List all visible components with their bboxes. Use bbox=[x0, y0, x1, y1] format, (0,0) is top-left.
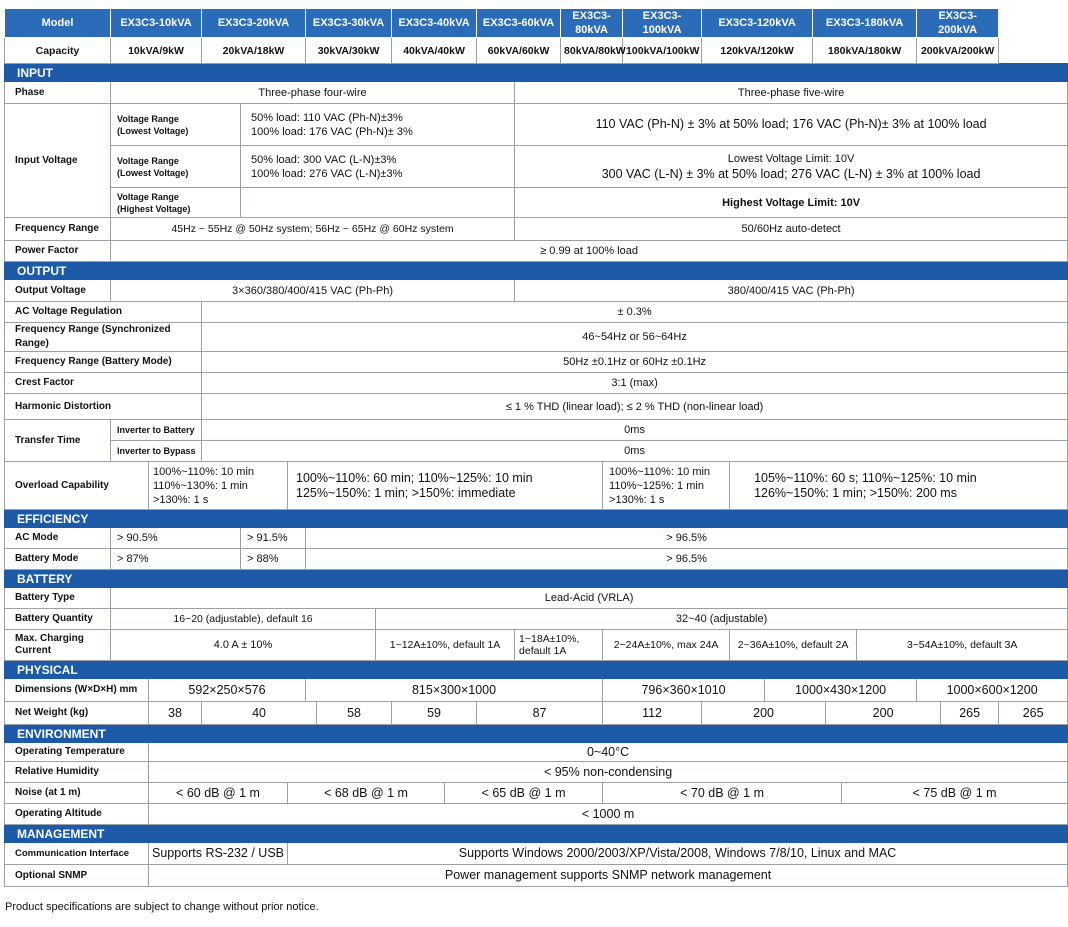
overload-4: 105%~110%: 60 s; 110%~125%: 10 min 126%~150%: 1 min; >150%: 200 ms bbox=[730, 462, 1068, 510]
input-voltage-range-1-a: 50% load: 110 VAC (Ph-N)±3% 100% load: 176 VAC (Ph-N)± 3% bbox=[241, 104, 515, 146]
model-name: EX3C3-20kVA bbox=[202, 9, 306, 38]
battery-mode-value: > 88% bbox=[241, 549, 306, 570]
net-weight-value: 40 bbox=[202, 702, 317, 725]
frequency-sync-value: 46~54Hz or 56~64Hz bbox=[202, 323, 1068, 352]
lowest-voltage-detail: 300 VAC (L-N) ± 3% at 50% load; 276 VAC (L-N) ± 3% at 100% load bbox=[601, 166, 981, 181]
input-voltage-range-2-a: 50% load: 300 VAC (L-N)±3% 100% load: 276 VAC (L-N)±3% bbox=[241, 146, 515, 188]
footnote: Product specifications are subject to change without prior notice. bbox=[5, 901, 319, 913]
noise-value: < 65 dB @ 1 m bbox=[445, 783, 603, 804]
capacity-value: 200kVA/200kW bbox=[917, 38, 999, 64]
net-weight-value: 87 bbox=[477, 702, 603, 725]
highest-voltage-limit: Highest Voltage Limit: 10V bbox=[515, 188, 1068, 218]
net-weight-value: 265 bbox=[999, 702, 1068, 725]
harmonic-distortion-label: Harmonic Distortion bbox=[5, 394, 202, 420]
spec-table bbox=[4, 8, 1068, 887]
inverter-to-battery-label: Inverter to Battery bbox=[111, 420, 202, 441]
frequency-range-b: 50/60Hz auto-detect bbox=[515, 218, 1068, 241]
model-name: EX3C3-200kVA bbox=[917, 9, 999, 38]
battery-quantity-a: 16~20 (adjustable), default 16 bbox=[111, 609, 376, 630]
noise-value: < 60 dB @ 1 m bbox=[149, 783, 288, 804]
relative-humidity-label: Relative Humidity bbox=[5, 762, 149, 783]
dimension-value: 1000×600×1200 bbox=[917, 679, 1068, 702]
ac-mode-label: AC Mode bbox=[5, 528, 111, 549]
operating-altitude-value: < 1000 m bbox=[149, 804, 1068, 825]
phase-five-wire: Three-phase five-wire bbox=[515, 82, 1068, 104]
crest-factor-value: 3:1 (max) bbox=[202, 373, 1068, 394]
inverter-to-battery-value: 0ms bbox=[202, 420, 1068, 441]
noise-value: < 75 dB @ 1 m bbox=[842, 783, 1068, 804]
input-voltage-range-2-b bbox=[515, 146, 1068, 188]
capacity-value: 10kVA/9kW bbox=[111, 38, 202, 64]
capacity-value: 20kVA/18kW bbox=[202, 38, 306, 64]
net-weight-value: 112 bbox=[603, 702, 702, 725]
ac-voltage-regulation-label: AC Voltage Regulation bbox=[5, 302, 202, 323]
capacity-row bbox=[5, 38, 1068, 64]
model-name: EX3C3-30kVA bbox=[306, 9, 392, 38]
charging-current: 4.0 A ± 10% bbox=[111, 630, 376, 661]
communication-interface-b: Supports Windows 2000/2003/XP/Vista/2008, Windows 7/8/10, Linux and MAC bbox=[288, 843, 1068, 865]
frequency-battery-label: Frequency Range (Battery Mode) bbox=[5, 352, 202, 373]
section-title-output: OUTPUT bbox=[5, 262, 1068, 280]
capacity-value: 100kVA/100kW bbox=[623, 38, 702, 64]
model-name: EX3C3-80kVA bbox=[561, 9, 623, 38]
noise-label: Noise (at 1 m) bbox=[5, 783, 149, 804]
voltage-range-highest-label: Voltage Range (Highest Voltage) bbox=[111, 188, 241, 218]
input-voltage-range-3-a bbox=[241, 188, 515, 218]
battery-type-label: Battery Type bbox=[5, 588, 111, 609]
power-factor-label: Power Factor bbox=[5, 241, 111, 262]
overload-2: 100%~110%: 60 min; 110%~125%: 10 min 125%~150%: 1 min; >150%: immediate bbox=[288, 462, 603, 510]
overload-3: 100%~110%: 10 min 110%~125%: 1 min >130%: 1 s bbox=[603, 462, 730, 510]
section-title-management: MANAGEMENT bbox=[5, 825, 1068, 843]
optional-snmp-value: Power management supports SNMP network management bbox=[149, 865, 1068, 887]
phase-label: Phase bbox=[5, 82, 111, 104]
charging-current: 3~54A±10%, default 3A bbox=[857, 630, 1068, 661]
dimensions-label: Dimensions (W×D×H) mm bbox=[5, 679, 149, 702]
ac-voltage-regulation-value: ± 0.3% bbox=[202, 302, 1068, 323]
charging-current: 1~12A±10%, default 1A bbox=[376, 630, 515, 661]
net-weight-label: Net Weight (kg) bbox=[5, 702, 149, 725]
capacity-value: 40kVA/40kW bbox=[392, 38, 477, 64]
input-voltage-label: Input Voltage bbox=[5, 104, 111, 218]
battery-quantity-label: Battery Quantity bbox=[5, 609, 111, 630]
inverter-to-bypass-value: 0ms bbox=[202, 441, 1068, 462]
battery-quantity-b: 32~40 (adjustable) bbox=[376, 609, 1068, 630]
voltage-range-lowest-label: Voltage Range (Lowest Voltage) bbox=[111, 146, 241, 188]
operating-temperature-label: Operating Temperature bbox=[5, 743, 149, 762]
net-weight-value: 59 bbox=[392, 702, 477, 725]
battery-mode-label: Battery Mode bbox=[5, 549, 111, 570]
net-weight-value: 200 bbox=[702, 702, 826, 725]
charging-current: 2~36A±10%, default 2A bbox=[730, 630, 857, 661]
net-weight-value: 200 bbox=[826, 702, 941, 725]
operating-temperature-value: 0~40°C bbox=[149, 743, 1068, 762]
section-title-battery: BATTERY bbox=[5, 570, 1068, 588]
battery-type-value: Lead-Acid (VRLA) bbox=[111, 588, 1068, 609]
crest-factor-label: Crest Factor bbox=[5, 373, 202, 394]
capacity-value: 180kVA/180kW bbox=[813, 38, 917, 64]
model-name: EX3C3-60kVA bbox=[477, 9, 561, 38]
model-name: EX3C3-10kVA bbox=[111, 9, 202, 38]
battery-mode-value: > 87% bbox=[111, 549, 241, 570]
overload-1: 100%~110%: 10 min 110%~130%: 1 min >130%: 1 s bbox=[149, 462, 288, 510]
transfer-time-label: Transfer Time bbox=[5, 420, 111, 462]
optional-snmp-label: Optional SNMP bbox=[5, 865, 149, 887]
frequency-battery-value: 50Hz ±0.1Hz or 60Hz ±0.1Hz bbox=[202, 352, 1068, 373]
battery-mode-value: > 96.5% bbox=[306, 549, 1068, 570]
model-name: EX3C3-40kVA bbox=[392, 9, 477, 38]
power-factor-value: ≥ 0.99 at 100% load bbox=[111, 241, 1068, 262]
ac-mode-value: > 90.5% bbox=[111, 528, 241, 549]
output-voltage-label: Output Voltage bbox=[5, 280, 111, 302]
dimension-value: 592×250×576 bbox=[149, 679, 306, 702]
section-title-input: INPUT bbox=[5, 64, 1068, 82]
inverter-to-bypass-label: Inverter to Bypass bbox=[111, 441, 202, 462]
capacity-value: 120kVA/120kW bbox=[702, 38, 813, 64]
capacity-label: Capacity bbox=[5, 38, 111, 64]
communication-interface-label: Communication Interface bbox=[5, 843, 149, 865]
section-title-environment: ENVIRONMENT bbox=[5, 725, 1068, 743]
ac-mode-value: > 96.5% bbox=[306, 528, 1068, 549]
net-weight-value: 38 bbox=[149, 702, 202, 725]
frequency-range-a: 45Hz ~ 55Hz @ 50Hz system; 56Hz ~ 65Hz @ 60Hz system bbox=[111, 218, 515, 241]
dimension-value: 815×300×1000 bbox=[306, 679, 603, 702]
net-weight-value: 265 bbox=[941, 702, 999, 725]
model-row bbox=[5, 9, 1068, 38]
ac-mode-value: > 91.5% bbox=[241, 528, 306, 549]
model-label: Model bbox=[5, 9, 111, 38]
operating-altitude-label: Operating Altitude bbox=[5, 804, 149, 825]
model-name: EX3C3-100kVA bbox=[623, 9, 702, 38]
relative-humidity-value: < 95% non-condensing bbox=[149, 762, 1068, 783]
dimension-value: 796×360×1010 bbox=[603, 679, 765, 702]
section-title-physical: PHYSICAL bbox=[5, 661, 1068, 679]
net-weight-value: 58 bbox=[317, 702, 392, 725]
charging-current: 2~24A±10%, max 24A bbox=[603, 630, 730, 661]
capacity-value: 60kVA/60kW bbox=[477, 38, 561, 64]
dimension-value: 1000×430×1200 bbox=[765, 679, 917, 702]
noise-value: < 68 dB @ 1 m bbox=[288, 783, 445, 804]
frequency-range-label: Frequency Range bbox=[5, 218, 111, 241]
noise-value: < 70 dB @ 1 m bbox=[603, 783, 842, 804]
max-charging-current-label: Max. Charging Current bbox=[5, 630, 111, 661]
capacity-value: 30kVA/30kW bbox=[306, 38, 392, 64]
voltage-range-lowest-label: Voltage Range (Lowest Voltage) bbox=[111, 104, 241, 146]
model-name: EX3C3-120kVA bbox=[702, 9, 813, 38]
model-name: EX3C3-180kVA bbox=[813, 9, 917, 38]
overload-capability-label: Overload Capability bbox=[5, 462, 149, 510]
phase-four-wire: Three-phase four-wire bbox=[111, 82, 515, 104]
section-title-efficiency: EFFICIENCY bbox=[5, 510, 1068, 528]
lowest-voltage-limit: Lowest Voltage Limit: 10V bbox=[727, 152, 855, 165]
communication-interface-a: Supports RS-232 / USB bbox=[149, 843, 288, 865]
frequency-sync-label: Frequency Range (Synchronized Range) bbox=[5, 323, 202, 352]
capacity-value: 80kVA/80kW bbox=[561, 38, 623, 64]
harmonic-distortion-value: ≤ 1 % THD (linear load); ≤ 2 % THD (non-linear load) bbox=[202, 394, 1068, 420]
input-voltage-range-1-b: 110 VAC (Ph-N) ± 3% at 50% load; 176 VAC (Ph-N)± 3% at 100% load bbox=[515, 104, 1068, 146]
output-voltage-a: 3×360/380/400/415 VAC (Ph-Ph) bbox=[111, 280, 515, 302]
output-voltage-b: 380/400/415 VAC (Ph-Ph) bbox=[515, 280, 1068, 302]
charging-current: 1~18A±10%, default 1A bbox=[515, 630, 603, 661]
